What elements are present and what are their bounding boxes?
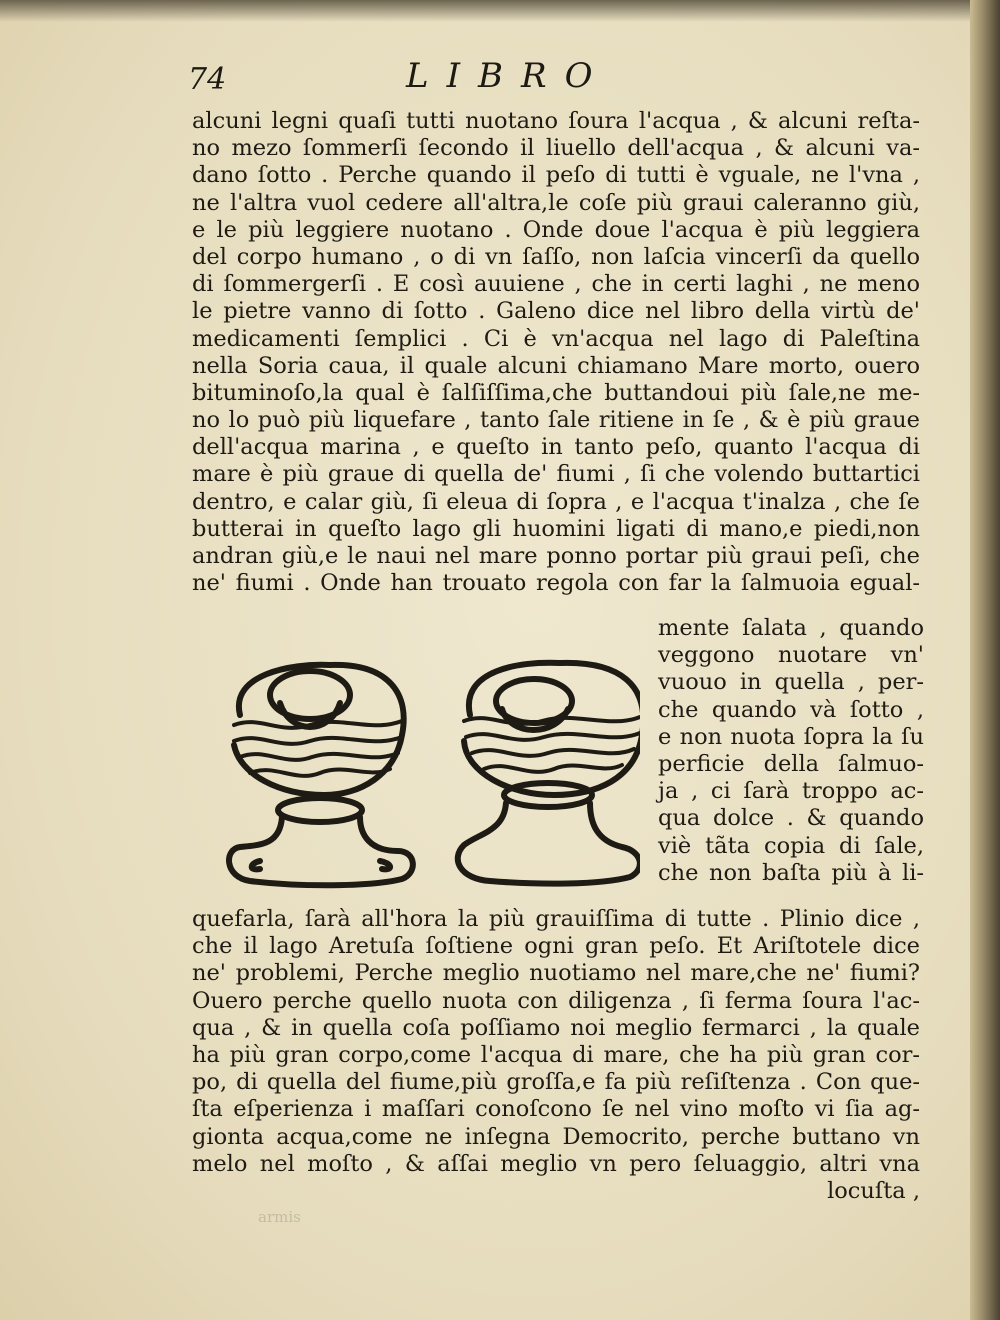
text-line: perficie della ſalmuo- [658,750,924,777]
left-vessel [229,665,413,885]
text-line: bituminoſo,la qual è ſalſiſſima,che buttandoui più ſale,ne me- [192,379,920,406]
text-line: quefarla, ſarà all'hora la più grauiſſima di tutte . Plinio dice , [192,906,920,932]
text-line: di ſommergerſi . E così auuiene , che in certi laghi , ne meno [192,271,920,298]
text-line: qua , & in quella coſa poſſiamo noi meglio fermarci , la quale [192,1014,920,1041]
text-line: ne' problemi, Perche meglio nuotiamo nel mare,che ne' fiumi? [192,960,920,987]
text-line: dentro, e calar giù, ſi eleua di ſopra , e l'acqua t'inalza , che ſe [192,488,920,515]
text-line: veggono nuotare vn' [658,642,924,669]
woodcut-illustration [220,655,640,895]
faint-mark: armis [258,1208,301,1226]
text-line: e non nuota ſopra la ſu [658,723,924,750]
catchword: locuſta , [827,1177,920,1204]
text-line: vuouo in quella , per- [658,669,924,696]
text-line: no lo può più liquefare , tanto ſale ritiene in ſe , & è più graue [192,407,920,434]
text-line: nella Soria caua, il quale alcuni chiamano Mare morto, ouero [192,352,920,379]
text-line: che quando và ſotto , [658,696,924,723]
text-line: no mezo ſommerſi ſecondo il liuello dell'acqua , & alcuni va- [192,135,920,162]
page-number: 74 [188,62,227,97]
text-line: e le più leggiere nuotano . Onde doue l'acqua è più leggiera [192,216,920,243]
text-line: ja , ci ſarà troppo ac- [658,778,924,805]
body-text-wrap [658,615,924,887]
body-text-top [192,108,920,597]
text-line: ha più gran corpo,come l'acqua di mare, che ha più gran cor- [192,1041,920,1068]
text-line: che il lago Aretuſa ſoſtiene ogni gran peſo. Et Ariſtotele dice [192,933,920,960]
text-line: gionta acqua,come ne inſegna Democrito, perche buttano vn [192,1123,920,1150]
text-line: po, di quella del fiume,più groſſa,e fa più reſiſtenza . Con que- [192,1069,920,1096]
page-edge-shadow [970,0,1000,1320]
right-vessel [458,663,640,884]
text-line: andran giù,e le naui nel mare ponno portar più graui peſi, che [192,543,920,569]
text-line: ne l'altra vuol cedere all'altra,le coſe più graui caleranno giù, [192,189,920,216]
text-line: mente ſalata , quando [658,615,924,641]
text-line: mare è più graue di quella de' fiumi , ſi che volendo buttartici [192,461,920,488]
text-line: butterai in queſto lago gli huomini ligati di mano,e piedi,non [192,515,920,542]
text-line: del corpo humano , o di vn ſaſſo, non laſcia vincerſi da quello [192,243,920,270]
text-line: medicamenti ſemplici . Ci è vn'acqua nel lago di Paleſtina [192,325,920,352]
text-line: che non baſta più à li- [658,859,924,886]
text-line: dano ſotto . Perche quando il peſo di tutti è vguale, ne l'vna , [192,162,920,189]
text-line: alcuni legni quaſi tutti nuotano ſoura l'acqua , & alcuni reſta- [192,108,920,134]
text-line: dell'acqua marina , e queſto in tanto peſo, quanto l'acqua di [192,434,920,461]
text-line: qua dolce . & quando [658,805,924,832]
body-text-bottom [192,906,920,1205]
text-line: Ouero perche quello nuota con diligenza , ſi ferma ſoura l'ac- [192,987,920,1014]
text-line: melo nel moſto , & aſſai meglio vn pero ſeluaggio, altri vna [192,1150,920,1177]
text-line: ne' fiumi . Onde han trouato regola con far la ſalmuoia egual- [192,570,920,597]
page-header [188,52,728,100]
top-shadow [0,0,972,22]
text-line: le pietre vanno di ſotto . Galeno dice nel libro della virtù de' [192,298,920,325]
text-line: viè tãta copia di ſale, [658,832,924,859]
text-line: ſta eſperienza i maſſari conoſcono ſe nel vino moſto vi ſia ag- [192,1096,920,1123]
running-head: LIBRO [406,56,611,96]
